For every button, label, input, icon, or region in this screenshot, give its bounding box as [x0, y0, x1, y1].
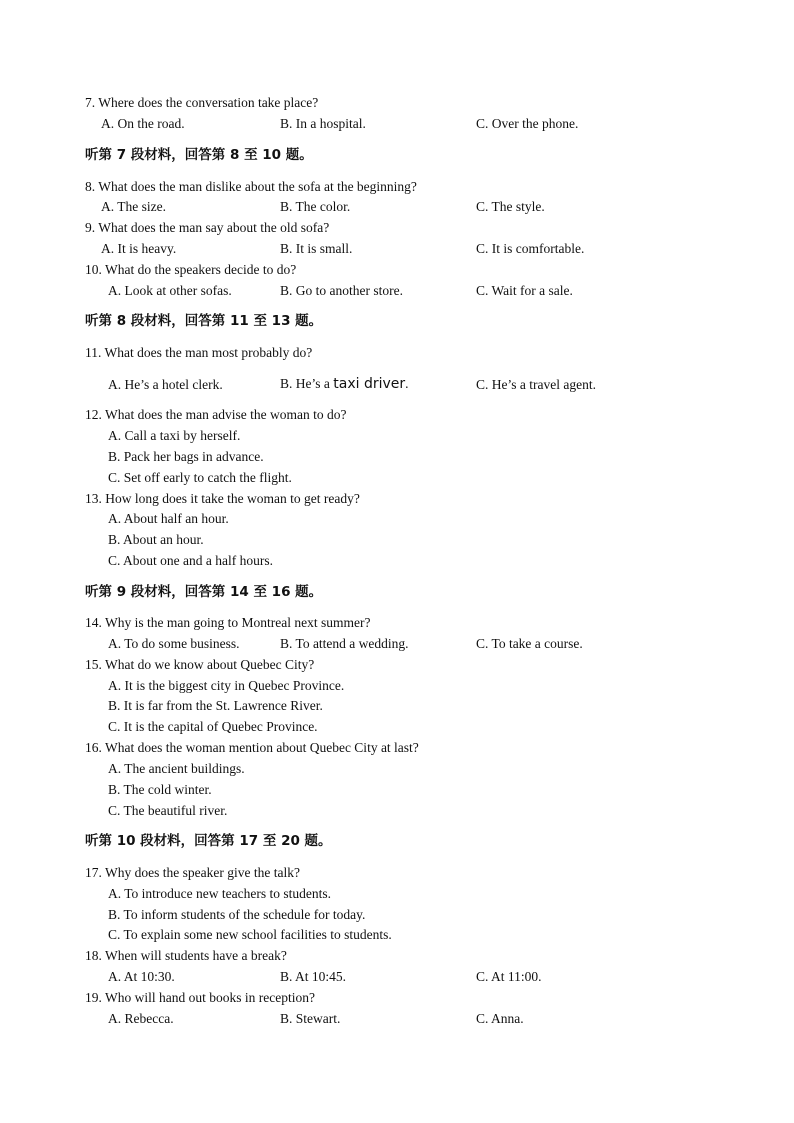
question-11: 11. What does the man most probably do?	[85, 345, 313, 360]
q14-option-a: A. To do some business.	[108, 636, 240, 651]
q19-option-c: C. Anna.	[476, 1011, 524, 1026]
q16-option-a: A. The ancient buildings.	[108, 761, 245, 776]
q10-option-a: A. Look at other sofas.	[108, 283, 232, 298]
q12-option-c: C. Set off early to catch the flight.	[108, 470, 292, 485]
question-17: 17. Why does the speaker give the talk?	[85, 865, 300, 880]
q11-option-c: C. He’s a travel agent.	[476, 377, 596, 392]
q17-option-c: C. To explain some new school facilities to students.	[108, 927, 392, 942]
q12-option-b: B. Pack her bags in advance.	[108, 449, 264, 464]
q10-option-b: B. Go to another store.	[280, 283, 403, 298]
q16-option-b: B. The cold winter.	[108, 782, 212, 797]
q12-option-a: A. Call a taxi by herself.	[108, 428, 241, 443]
question-15: 15. What do we know about Quebec City?	[85, 657, 315, 672]
question-18: 18. When will students have a break?	[85, 948, 287, 963]
q9-option-b: B. It is small.	[280, 241, 353, 256]
q18-option-c: C. At 11:00.	[476, 969, 542, 984]
section-heading-7: 听第 7 段材料，回答第 8 至 10 题。	[85, 147, 313, 163]
q15-option-a: A. It is the biggest city in Quebec Province.	[108, 678, 345, 693]
question-16: 16. What does the woman mention about Quebec City at last?	[85, 740, 419, 755]
q17-option-a: A. To introduce new teachers to students.	[108, 886, 332, 901]
q19-option-b: B. Stewart.	[280, 1011, 341, 1026]
q11-option-a: A. He’s a hotel clerk.	[108, 377, 223, 392]
q8-option-c: C. The style.	[476, 199, 545, 214]
question-8: 8. What does the man dislike about the sofa at the beginning?	[85, 179, 417, 194]
q14-option-b: B. To attend a wedding.	[280, 636, 409, 651]
q7-option-c: C. Over the phone.	[476, 116, 579, 131]
q14-option-c: C. To take a course.	[476, 636, 583, 651]
question-10: 10. What do the speakers decide to do?	[85, 262, 297, 277]
q17-option-b: B. To inform students of the schedule for today.	[108, 907, 366, 922]
q18-option-b: B. At 10:45.	[280, 969, 347, 984]
q11-option-b-prefix: B. He’s a	[280, 376, 334, 391]
q13-option-a: A. About half an hour.	[108, 511, 229, 526]
question-9: 9. What does the man say about the old sofa?	[85, 220, 330, 235]
section-heading-9: 听第 9 段材料，回答第 14 至 16 题。	[85, 584, 323, 600]
q10-option-c: C. Wait for a sale.	[476, 283, 573, 298]
q11-option-b-answer: taxi driver	[333, 376, 406, 392]
q11-option-b-suffix: .	[405, 376, 409, 391]
q13-option-c: C. About one and a half hours.	[108, 553, 273, 568]
q19-option-a: A. Rebecca.	[108, 1011, 174, 1026]
q7-option-b: B. In a hospital.	[280, 116, 366, 131]
question-7: 7. Where does the conversation take place?	[85, 95, 319, 110]
q13-option-b: B. About an hour.	[108, 532, 204, 547]
q18-option-a: A. At 10:30.	[108, 969, 175, 984]
question-13: 13. How long does it take the woman to get ready?	[85, 491, 360, 506]
q8-option-a: A. The size.	[101, 199, 166, 214]
q16-option-c: C. The beautiful river.	[108, 803, 228, 818]
q9-option-a: A. It is heavy.	[101, 241, 177, 256]
q8-option-b: B. The color.	[280, 199, 351, 214]
question-14: 14. Why is the man going to Montreal next summer?	[85, 615, 371, 630]
q7-option-a: A. On the road.	[101, 116, 185, 131]
question-19: 19. Who will hand out books in reception?	[85, 990, 315, 1005]
section-heading-8: 听第 8 段材料，回答第 11 至 13 题。	[85, 313, 323, 329]
question-12: 12. What does the man advise the woman to do?	[85, 407, 347, 422]
q15-option-b: B. It is far from the St. Lawrence River.	[108, 698, 323, 713]
section-heading-10: 听第 10 段材料，回答第 17 至 20 题。	[85, 833, 332, 849]
q15-option-c: C. It is the capital of Quebec Province.	[108, 719, 318, 734]
q9-option-c: C. It is comfortable.	[476, 241, 585, 256]
q11-option-b	[280, 377, 409, 391]
